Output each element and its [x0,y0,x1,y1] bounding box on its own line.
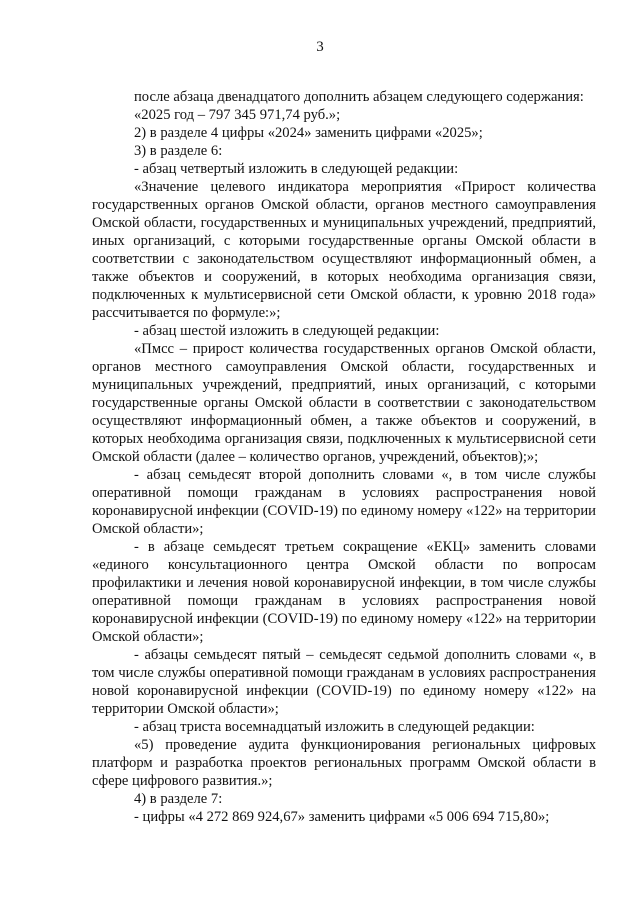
paragraph: 4) в разделе 7: [134,791,223,807]
paragraph: - абзац шестой изложить в следующей редакции: [134,323,440,339]
page-number: 3 [316,39,324,55]
paragraph: «Пмсс – прирост количества государственных органов Омской области, органов местного самоуправления Омской области, государственных и муниципальных учреждений, предприятий, иных организаций, с которыми государственные органы Омской области в соответствии с законодательством осуществляют информационный обмен, а также объектов и сооружений, в которых необходима организация связи, подключенных к мультисервисной сети Омской области (далее – количество органов, учреждений, объектов);»; [92,341,596,465]
paragraph: - абзац триста восемнадцатый изложить в следующей редакции: [134,719,535,735]
paragraph: «Значение целевого индикатора мероприятия «Прирост количества государственных органов Омской области, органов местного самоуправления Омской области, государственных и муниципальных учреждений, предприятий, иных организаций, с которыми государственные органы Омской области в соответствии с законодательством осуществляют информационный обмен, а также объектов и сооружений, в которых необходима организация связи, подключенных к мультисервисной сети Омской области, к уровню 2018 года» рассчитывается по формуле:»; [92,179,596,321]
paragraph: - абзац семьдесят второй дополнить словами «, в том числе службы оперативной помощи гражданам в условиях распространения новой коронавирусной инфекции (COVID-19) по единому номеру «122» на территории Омской области»; [92,467,596,537]
paragraph: 2) в разделе 4 цифры «2024» заменить цифрами «2025»; [134,125,483,141]
paragraph: «5) проведение аудита функционирования региональных цифровых платформ и разработка проектов региональных программ Омской области в сфере цифрового развития.»; [92,737,596,789]
document-body [92,88,596,826]
paragraph: 3) в разделе 6: [134,143,223,159]
paragraph: - абзацы семьдесят пятый – семьдесят седьмой дополнить словами «, в том числе службы оперативной помощи гражданам в условиях распространения новой коронавирусной инфекции (COVID-19) по единому номеру «122» на территории Омской области»; [92,647,596,717]
paragraph: после абзаца двенадцатого дополнить абзацем следующего содержания: [134,89,584,105]
paragraph: - цифры «4 272 869 924,67» заменить цифрами «5 006 694 715,80»; [134,809,550,825]
paragraph: - в абзаце семьдесят третьем сокращение «ЕКЦ» заменить словами «единого консультационного центра Омской области по вопросам профилактики и лечения новой коронавирусной инфекции, в том числе службы оперативной помощи гражданам в условиях распространения новой коронавирусной инфекции (COVID-19) по единому номеру «122» на территории Омской области»; [92,539,596,645]
paragraph: - абзац четвертый изложить в следующей редакции: [134,161,459,177]
paragraph: «2025 год – 797 345 971,74 руб.»; [134,107,341,123]
